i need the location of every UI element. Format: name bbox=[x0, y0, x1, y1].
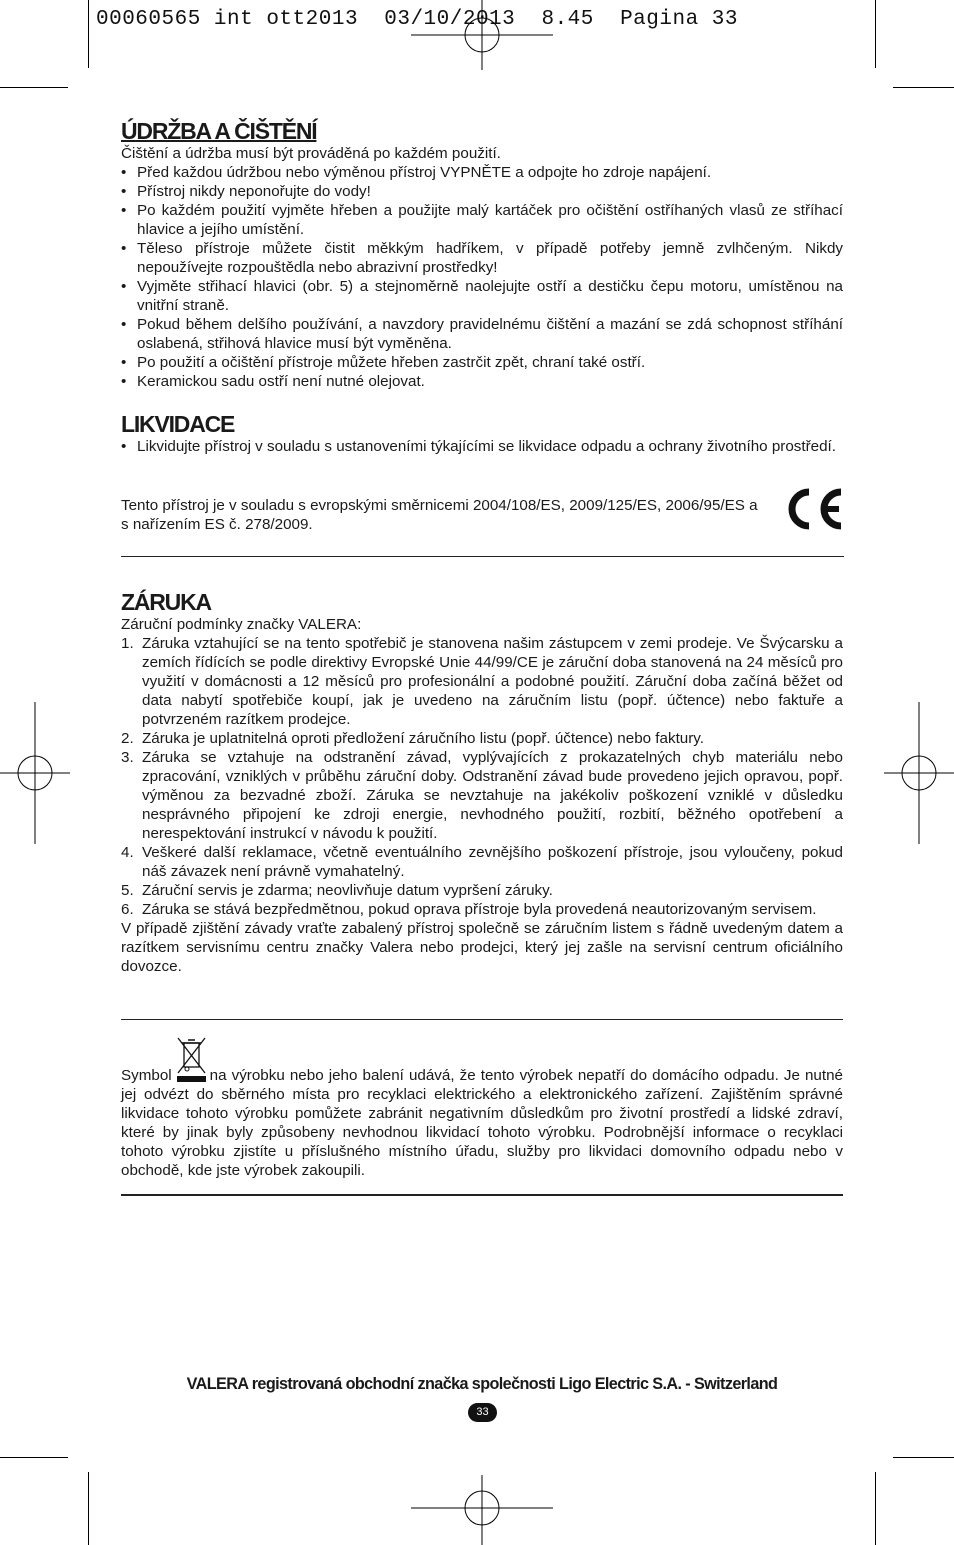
compliance-statement: Tento přístroj je v souladu s evropskými směrnicemi 2004/108/ES, 2009/125/ES, 2006/95/ES a s nařízením ES č. 278/2009. bbox=[121, 497, 758, 533]
maintenance-list bbox=[121, 163, 843, 391]
item-text: Veškeré další reklamace, včetně eventuálního zevnějšího poškození přístroje, jsou vyloučeny, pokud náš závazek není právně vymahatelný. bbox=[142, 844, 843, 880]
list-item bbox=[121, 843, 843, 881]
item-text: Záruka vztahující se na tento spotřebič je stanovena našim zástupcem v zemi prodeje. Ve Švýcarsku a zemích řídících se podle direktivy Evropské Unie 44/99/CE je záruční doba stanovená na 24 měsíců pro využití v domácnosti a 12 měsíců pro profesionální a podobné použití. Záruční doba začíná běžet od data nabytí spotřebiče koupí, jak je uvedeno na záručním listu (popř. účtence) nebo faktuře a potvrzeném razítkem prodejce. bbox=[142, 635, 843, 728]
divider bbox=[121, 1194, 843, 1196]
crop-mark bbox=[88, 0, 89, 68]
weee-prefix: Symbol bbox=[121, 1067, 172, 1084]
maintenance-section bbox=[121, 118, 843, 391]
maintenance-title: ÚDRŽBA A ČIŠTĚNÍ bbox=[121, 118, 317, 144]
list-item: • Pokud během delšího používání, a navzdory pravidelnému čištění a mazání se zdá schopnost stříhání oslabená, střihová hlavice musí být vyměněna. bbox=[121, 315, 843, 353]
registration-mark-right bbox=[884, 702, 954, 844]
warranty-list bbox=[121, 634, 843, 919]
list-item: • Likvidujte přístroj v souladu s ustanoveními týkajícími se likvidace odpadu a ochrany životního prostředí. bbox=[121, 437, 843, 456]
list-item: • Po každém použití vyjměte hřeben a použijte malý kartáček pro očištění ostříhaných vlasů ze stříhací hlavice a jejího umístění. bbox=[121, 201, 843, 239]
disposal-list bbox=[121, 437, 843, 456]
page-number-badge: 33 bbox=[468, 1403, 497, 1422]
list-item bbox=[121, 729, 843, 748]
warranty-title: ZÁRUKA bbox=[121, 589, 211, 615]
crop-mark bbox=[0, 87, 68, 88]
disposal-title: LIKVIDACE bbox=[121, 411, 235, 437]
crop-mark bbox=[893, 1457, 954, 1458]
warranty-section bbox=[121, 589, 843, 976]
crop-mark bbox=[88, 1472, 89, 1545]
list-item bbox=[121, 748, 843, 843]
item-number: 5. bbox=[121, 882, 134, 899]
registration-mark-bottom bbox=[411, 1475, 553, 1545]
list-item: • Po použití a očištění přístroje můžete hřeben zastrčit zpět, chraní také ostří. bbox=[121, 353, 843, 372]
item-text: Záruka se stává bezpředmětnou, pokud oprava přístroje byla provedená neautorizovaným servisem. bbox=[142, 901, 817, 918]
list-item: • Těleso přístroje můžete čistit měkkým hadříkem, v případě potřeby jemně zvlhčeným. Nikdy nepoužívejte rozpouštědla nebo abrazivní prostředky! bbox=[121, 239, 843, 277]
list-item: • Vyjměte střihací hlavici (obr. 5) a stejnoměrně naolejujte ostří a destičku čepu motoru, umístěnou na vnitřní straně. bbox=[121, 277, 843, 315]
item-number: 2. bbox=[121, 730, 134, 747]
weee-text: na výrobku nebo jeho balení udává, že tento výrobek nepatří do domácího odpadu. Je nutné jej odvézt do sběrného místa pro recyklaci elektrického a elektronického zařízení. Zajištěním správné likvidace tohoto výrobku pomůžete zabránit negativním důsledkům pro životní prostředí a lidské zdraví, které by jinak byly způsobeny nevhodnou likvidací tohoto výrobku. Podrobnější informace o recyklaci tohoto výrobku zjistíte u příslušného místního úřadu, služby pro likvidaci domovního odpadu nebo v obchodě, kde jste výrobek zakoupili. bbox=[121, 1067, 843, 1179]
registration-mark-left bbox=[0, 702, 70, 844]
list-item bbox=[121, 881, 843, 900]
ce-mark-icon bbox=[783, 486, 845, 532]
warranty-closing: V případě zjištění závady vraťte zabalený přístroj společně se záručním listem s řádně uvedeným datem a razítkem servisnímu centru značky Valera nebo prodejci, který jej zašle na servisní centrum oficiálního dovozce. bbox=[121, 920, 843, 975]
item-text: Záruční servis je zdarma; neovlivňuje datum vypršení záruky. bbox=[142, 882, 553, 899]
warranty-intro: Záruční podmínky značky VALERA: bbox=[121, 616, 362, 633]
divider bbox=[121, 1019, 843, 1020]
item-number: 6. bbox=[121, 901, 134, 918]
disposal-section bbox=[121, 411, 843, 456]
item-number: 3. bbox=[121, 749, 134, 766]
brand-footer: VALERA registrovaná obchodní značka společnosti Ligo Electric S.A. - Switzerland bbox=[186, 1375, 778, 1393]
item-number: 4. bbox=[121, 844, 134, 861]
maintenance-intro: Čištění a údržba musí být prováděná po každém použití. bbox=[121, 145, 501, 162]
print-slug: 00060565 int ott2013 03/10/2013 8.45 Pagina 33 bbox=[96, 8, 739, 31]
list-item: • Před každou údržbou nebo výměnou přístroj VYPNĚTE a odpojte ho zdroje napájení. bbox=[121, 163, 843, 182]
crop-mark bbox=[0, 1457, 68, 1458]
list-item bbox=[121, 900, 843, 919]
crossed-out-wheelie-bin-icon bbox=[174, 1035, 208, 1085]
crop-mark bbox=[875, 1472, 876, 1545]
crop-mark bbox=[875, 0, 876, 68]
crop-mark bbox=[893, 87, 954, 88]
registration-mark-top bbox=[411, 0, 553, 70]
list-item bbox=[121, 634, 843, 729]
weee-notice bbox=[121, 1035, 843, 1180]
item-text: Záruka je uplatnitelná oproti předložení záručního listu (popř. účtence) nebo faktury. bbox=[142, 730, 704, 747]
item-number: 1. bbox=[121, 635, 134, 652]
list-item: • Přístroj nikdy neponořujte do vody! bbox=[121, 182, 843, 201]
divider bbox=[121, 556, 844, 557]
item-text: Záruka se vztahuje na odstranění závad, vyplývajících z prokazatelných chyb materiálu nebo zpracování, vzniklých v průběhu záruční doby. Odstranění závad bude provedeno jejich opravou, popř. výměnou za bezvadné zboží. Záruka se nevztahuje na jakékoliv poškození vzniklé v důsledku nesprávného připojení ke zdroji energie, nevhodného použití, rozbití, běžného opotřebení a nerespektování instrukcí v návodu k použití. bbox=[142, 749, 843, 842]
list-item: • Keramickou sadu ostří není nutné olejovat. bbox=[121, 372, 843, 391]
compliance-text bbox=[121, 496, 761, 534]
